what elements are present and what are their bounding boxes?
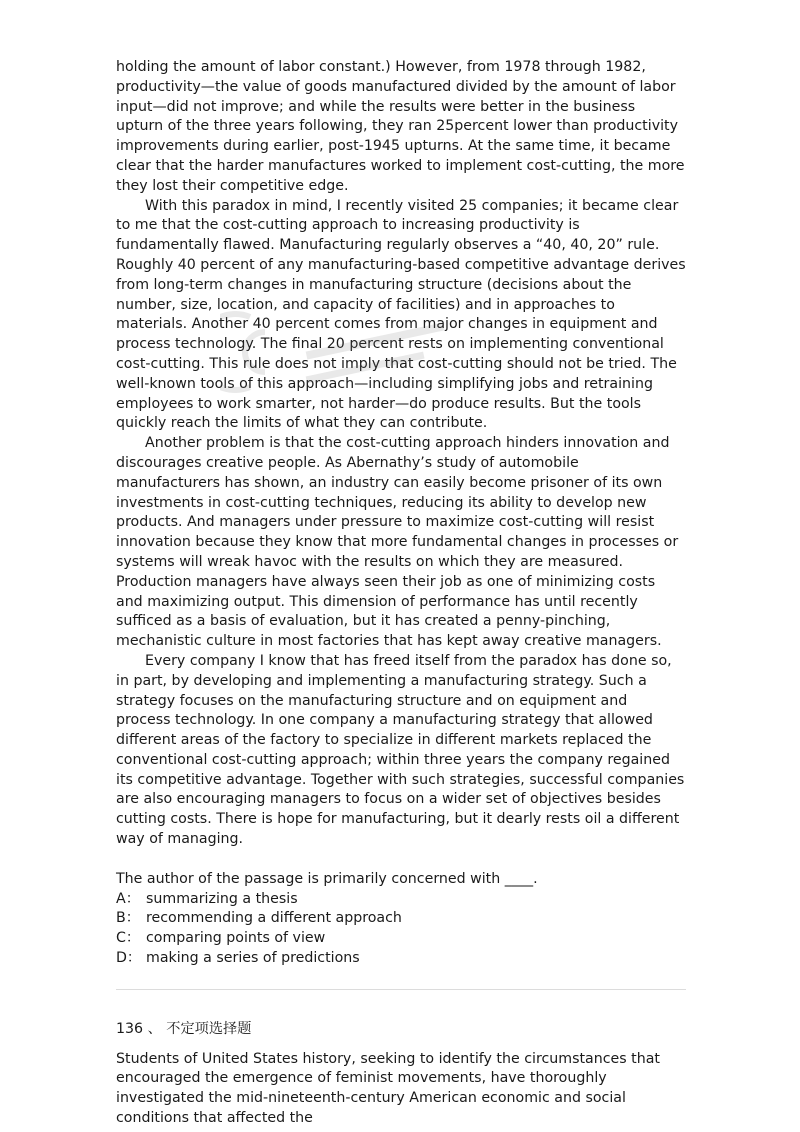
option-a-key: A： <box>116 890 140 907</box>
option-d-key: D： <box>116 950 142 967</box>
next-question-header: 136 、 不定项选择题 <box>116 1020 252 1037</box>
question-stem: The author of the passage is primarily concerned with ____. <box>116 870 538 887</box>
option-b-key: B： <box>116 910 140 927</box>
option-c-key: C： <box>116 930 141 947</box>
option-c <box>116 929 686 949</box>
option-d <box>116 949 686 969</box>
answer-options <box>116 890 686 969</box>
document-body <box>116 58 686 1129</box>
section-divider <box>116 989 686 990</box>
option-b <box>116 909 686 929</box>
passage-paragraph-4: Every company I know that has freed itself from the paradox has done so, in part, by developing and implementing a manufacturing strategy. Such a strategy focuses on the manufacturing structure and on equipment and process technology. In one company a manufacturing strategy that allowed different areas of the factory to specialize in different markets replaced the conventional cost-cutting approach; within three years the company regained its competitive advantage. Together with such strategies, successful companies are also encouraging managers to focus on a wider set of objectives besides cutting costs. There is hope for manufacturing, but it dearly rests oil a different way of managing. <box>116 652 685 848</box>
passage-paragraph-1: holding the amount of labor constant.) However, from 1978 through 1982, productivity—the value of goods manufactured divided by the amount of labor input—did not improve; and while the results were better in the business upturn of the three years following, they ran 25percent lower than productivity improvements during earlier, post-1945 upturns. At the same time, it became clear that the harder manufactures worked to implement cost-cutting, the more they lost their competitive edge. <box>116 59 685 194</box>
next-passage-text: Students of United States history, seeking to identify the circumstances that encouraged the emergence of feminist movements, have thoroughly investigated the mid-nineteenth-century American economic and social conditions that affected the <box>116 1050 660 1127</box>
option-a <box>116 890 686 910</box>
passage-paragraph-3: Another problem is that the cost-cutting approach hinders innovation and discourages creative people. As Abernathy’s study of automobile manufacturers has shown, an industry can easily become prisoner of its own investments in cost-cutting techniques, reducing its ability to develop new products. And managers under pressure to maximize cost-cutting will resist innovation because they know that more fundamental changes in processes or systems will wreak havoc with the results on which they are measured. Production managers have always seen their job as one of minimizing costs and maximizing output. This dimension of performance has until recently sufficed as a basis of evaluation, but it has created a penny-pinching, mechanistic culture in most factories that has kept away creative managers. <box>116 435 679 650</box>
option-d-text: making a series of predictions <box>146 950 360 967</box>
option-c-text: comparing points of view <box>146 930 326 947</box>
passage-paragraph-2: With this paradox in mind, I recently visited 25 companies; it became clear to me that the cost-cutting approach to increasing productivity is fundamentally flawed. Manufacturing regularly observes a “40, 40, 20” rule. Roughly 40 percent of any manufacturing-based competitive advantage derives from long-term changes in manufacturing structure (decisions about the number, size, location, and capacity of facilities) and in approaches to materials. Another 40 percent comes from major changes in equipment and process technology. The final 20 percent rests on implementing conventional cost-cutting. This rule does not imply that cost-cutting should not be tried. The well-known tools of this approach—including simplifying jobs and retraining employees to work smarter, not harder—do produce results. But the tools quickly reach the limits of what they can contribute. <box>116 197 686 432</box>
option-b-text: recommending a different approach <box>146 910 402 927</box>
option-a-text: summarizing a thesis <box>146 890 298 907</box>
